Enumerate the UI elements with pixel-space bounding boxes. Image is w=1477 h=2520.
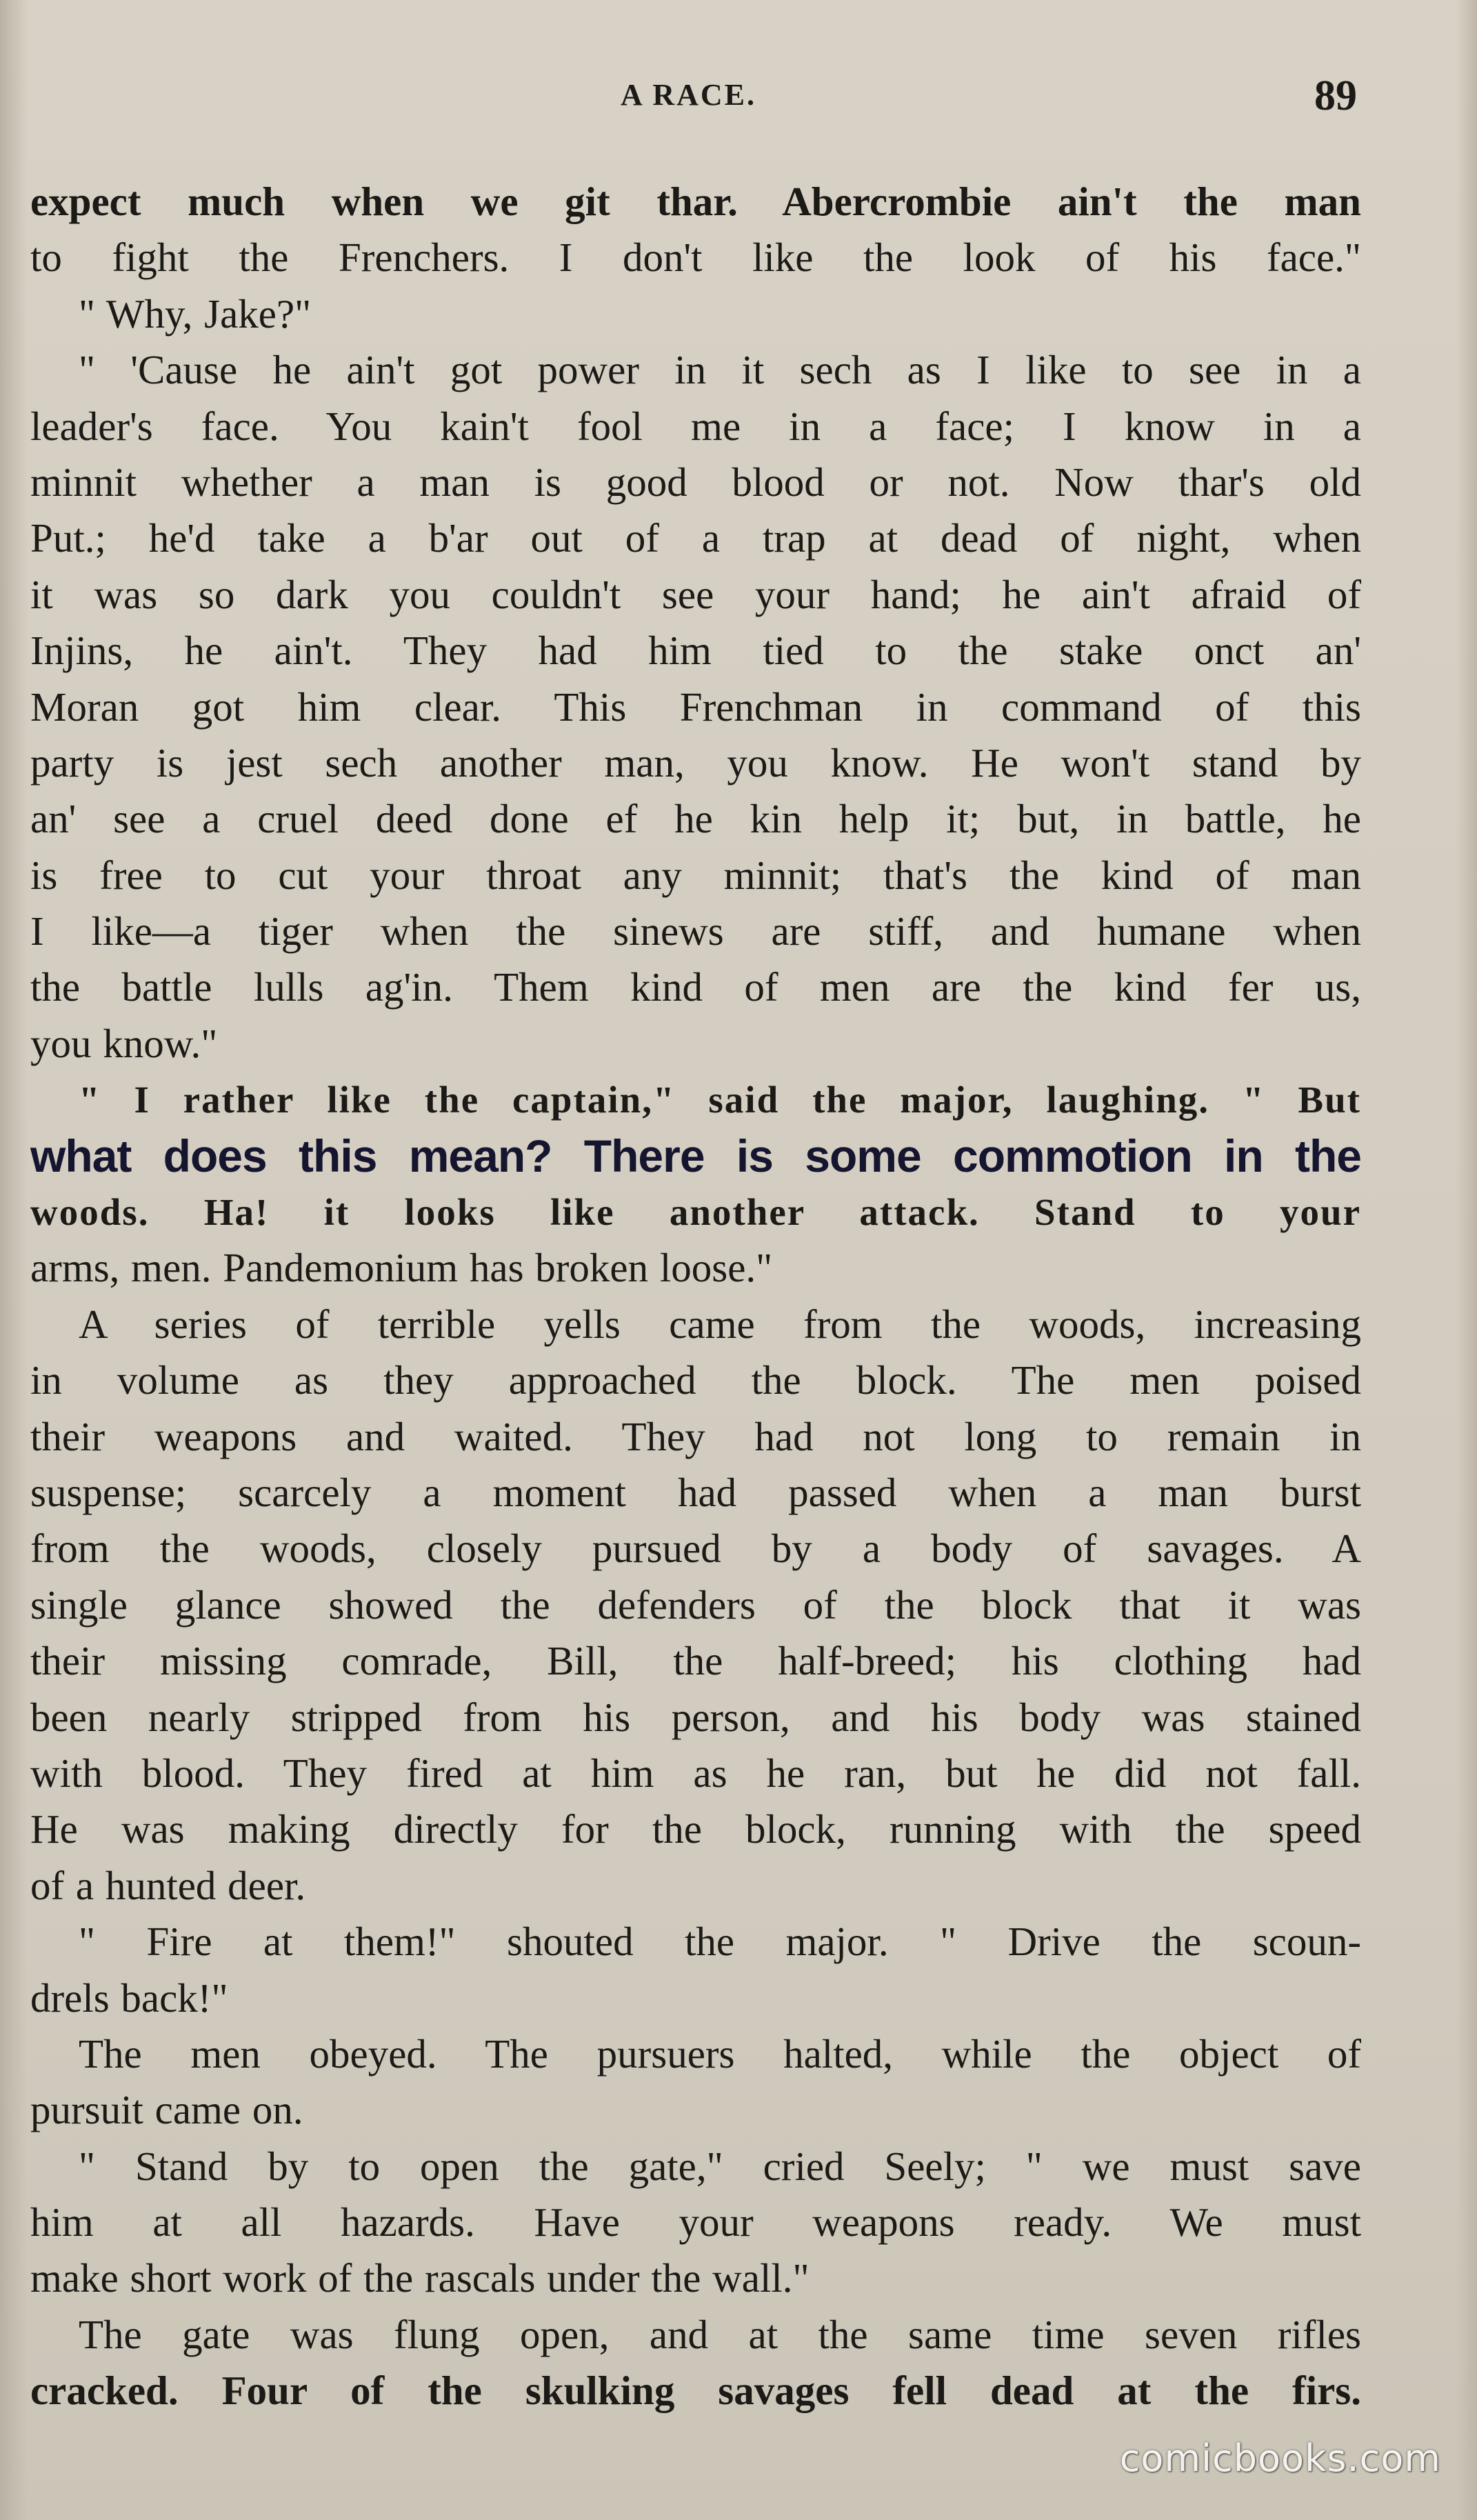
text-line: you know." bbox=[30, 1020, 218, 1066]
text-line: A series of terrible yells came from the woods, increasing bbox=[79, 1301, 1361, 1347]
text-line: from the woods, closely pursued by a body of savages. A bbox=[30, 1526, 1361, 1572]
text-line: been nearly stripped from his person, and his body was stained bbox=[30, 1694, 1361, 1740]
text-line: make short work of the rascals under the wall." bbox=[30, 2255, 810, 2301]
text-line: party is jest sech another man, you know. He won't stand by bbox=[30, 739, 1361, 786]
text-line: their missing comrade, Bill, the half-breed; his clothing had bbox=[30, 1638, 1361, 1684]
page-number: 89 bbox=[1314, 72, 1357, 119]
text-line: arms, men. Pandemonium has broken loose." bbox=[30, 1245, 773, 1291]
text-line: their weapons and waited. They had not long to remain in bbox=[30, 1413, 1361, 1459]
text-line: pursuit came on. bbox=[30, 2087, 303, 2133]
text-line: single glance showed the defenders of the block that it was bbox=[30, 1581, 1361, 1628]
text-line: The men obeyed. The pursuers halted, while the object of bbox=[79, 2030, 1361, 2077]
text-line: He was making directly for the block, running with the speed bbox=[30, 1806, 1361, 1852]
text-line: an' see a cruel deed done ef he kin help it; but, in battle, he bbox=[30, 796, 1361, 842]
text-line: " 'Cause he ain't got power in it sech as I like to see in a bbox=[79, 347, 1361, 393]
text-line: is free to cut your throat any minnit; that's the kind of man bbox=[30, 852, 1361, 898]
text-line: " Fire at them!" shouted the major. " Drive the scoun- bbox=[79, 1919, 1361, 1965]
text-line: with blood. They fired at him as he ran, but he did not fall. bbox=[30, 1750, 1361, 1796]
text-line: " I rather like the captain," said the major, laughing. " But bbox=[79, 1079, 1361, 1121]
text-line: suspense; scarcely a moment had passed when a man burst bbox=[30, 1469, 1361, 1515]
text-line: the battle lulls ag'in. Them kind of men are the kind fer us, bbox=[30, 964, 1361, 1010]
text-line: in volume as they approached the block. The men poised bbox=[30, 1357, 1361, 1403]
watermark: comicbooks.com bbox=[1119, 2437, 1441, 2480]
text-line: Injins, he ain't. They had him tied to the stake onct an' bbox=[30, 628, 1361, 674]
text-line: The gate was flung open, and at the same time seven rifles bbox=[79, 2311, 1361, 2357]
text-line: " Why, Jake?" bbox=[79, 290, 312, 337]
text-line: expect much when we git thar. Abercrombie ain't the man bbox=[30, 179, 1361, 224]
text-line: what does this mean? There is some commotion in the bbox=[30, 1130, 1361, 1181]
text-line: minnit whether a man is good blood or not. Now thar's old bbox=[30, 459, 1361, 505]
page-edge-left bbox=[0, 0, 28, 2520]
text-line: drels back!" bbox=[30, 1974, 228, 2021]
text-line: Put.; he'd take a b'ar out of a trap at dead of night, when bbox=[30, 515, 1361, 561]
text-line: to fight the Frenchers. I don't like the look of his face." bbox=[30, 234, 1361, 281]
text-line: leader's face. You kain't fool me in a face; I know in a bbox=[30, 403, 1361, 449]
text-line: Moran got him clear. This Frenchman in command of this bbox=[30, 683, 1361, 730]
text-line: woods. Ha! it looks like another attack. Stand to your bbox=[30, 1191, 1361, 1234]
running-head bbox=[0, 72, 1477, 126]
text-line: cracked. Four of the skulking savages fell dead at the firs. bbox=[30, 2368, 1361, 2414]
text-line: I like—a tiger when the sinews are stiff, and humane when bbox=[30, 908, 1361, 954]
page-edge-right bbox=[1456, 0, 1477, 2520]
text-line: of a hunted deer. bbox=[30, 1862, 306, 1908]
chapter-title: A RACE. bbox=[621, 78, 757, 112]
text-line: " Stand by to open the gate," cried Seely; " we must save bbox=[79, 2143, 1361, 2189]
body-text bbox=[30, 174, 1361, 2419]
text-line: it was so dark you couldn't see your hand; he ain't afraid of bbox=[30, 571, 1361, 617]
text-line: him at all hazards. Have your weapons ready. We must bbox=[30, 2199, 1361, 2246]
